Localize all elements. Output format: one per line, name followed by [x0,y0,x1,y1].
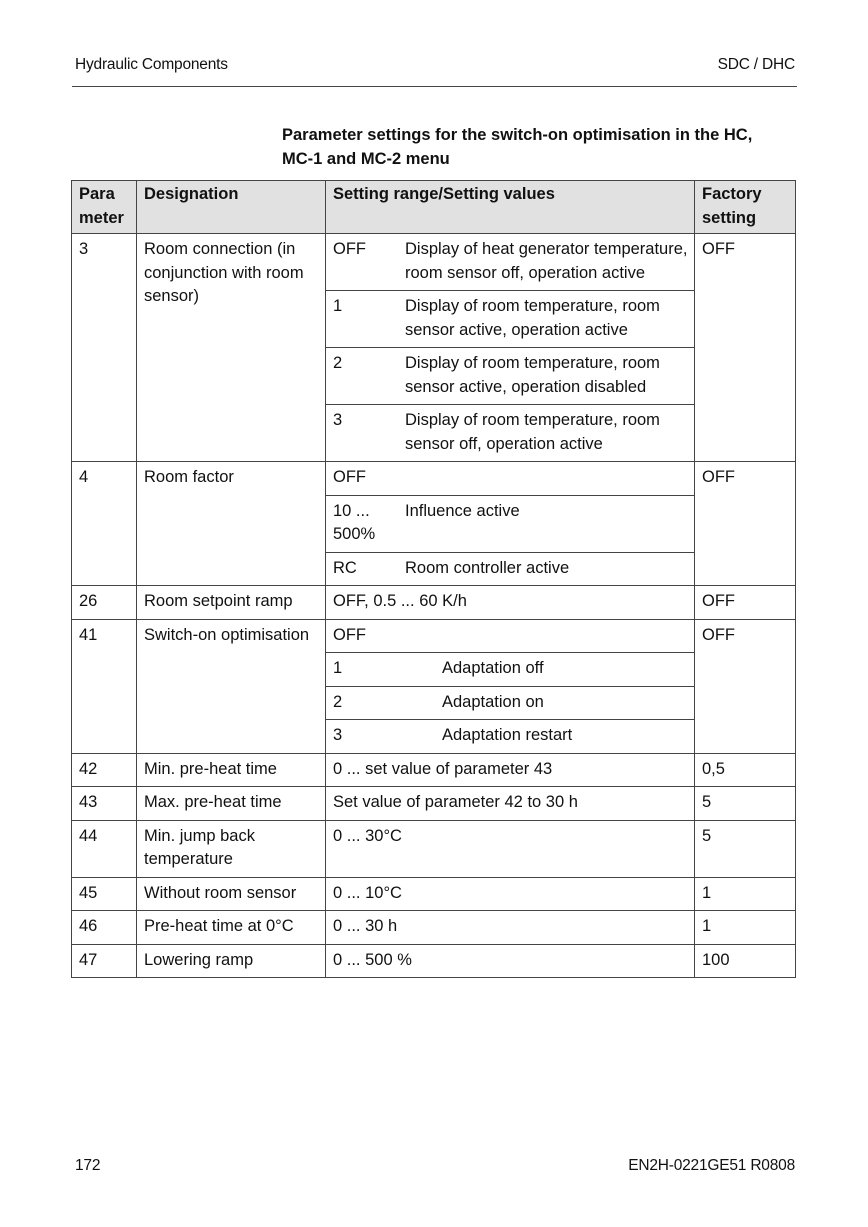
setting-range-cell [326,653,695,687]
table-row [72,877,796,911]
factory-setting: 0,5 [695,753,796,787]
parameter-number: 42 [72,753,137,787]
factory-setting: OFF [695,619,796,753]
setting-code: OFF [333,240,366,258]
factory-setting: 1 [695,877,796,911]
setting-range-cell: 0 ... 30 h [326,911,695,945]
parameter-designation: Room setpoint ramp [137,586,326,620]
parameter-number: 43 [72,787,137,821]
setting-range-cell [326,495,695,552]
setting-code: 1 [333,297,343,315]
parameter-designation: Pre-heat time at 0°C [137,911,326,945]
parameter-number: 44 [72,820,137,877]
factory-setting: OFF [695,462,796,586]
parameter-table [71,180,796,978]
table-row [72,462,796,496]
parameter-designation: Lowering ramp [137,944,326,978]
setting-range-cell [326,291,695,348]
table-row [72,619,796,653]
table-row [72,586,796,620]
parameter-number: 47 [72,944,137,978]
factory-setting: 100 [695,944,796,978]
parameter-number: 3 [72,234,137,462]
column-header-factory-setting: Factory setting [695,181,796,234]
parameter-designation: Without room sensor [137,877,326,911]
setting-description: Display of room temperature, room sensor active, operation disabled [405,354,660,396]
column-header-designation: Designation [137,181,326,234]
setting-range-cell [326,686,695,720]
setting-code: 3 [333,411,343,429]
setting-description: Adaptation off [442,659,544,677]
setting-description [405,466,688,490]
parameter-number: 4 [72,462,137,586]
table-caption-line-2: MC-1 and MC-2 menu [282,150,450,168]
parameter-number: 41 [72,619,137,753]
table-caption [282,123,802,171]
factory-setting: 1 [695,911,796,945]
parameter-number: 26 [72,586,137,620]
running-header-left: Hydraulic Components [75,56,228,73]
factory-setting: 5 [695,787,796,821]
table-row [72,787,796,821]
header-divider [72,86,797,87]
parameter-designation: Max. pre-heat time [137,787,326,821]
setting-code: 2 [333,692,343,711]
parameter-number: 46 [72,911,137,945]
setting-range-cell: OFF, 0.5 ... 60 K/h [326,586,695,620]
parameter-designation: Room factor [137,462,326,586]
setting-range-cell: 0 ... 10°C [326,877,695,911]
setting-range-cell [326,720,695,754]
setting-range-cell: Set value of parameter 42 to 30 h [326,787,695,821]
setting-code: 2 [333,354,343,372]
setting-range-cell: 0 ... 30°C [326,820,695,877]
setting-code: 3 [333,726,343,744]
table-header-row [72,181,796,234]
setting-range-cell [326,462,695,496]
setting-code: OFF [333,468,366,486]
setting-description [442,624,688,648]
setting-description: Display of room temperature, room sensor off, operation active [405,411,660,453]
parameter-designation: Min. jump back temperature [137,820,326,877]
setting-description: Display of room temperature, room sensor active, operation active [405,297,660,339]
setting-range-cell: 0 ... set value of parameter 43 [326,753,695,787]
table-caption-line-1: Parameter settings for the switch-on optimisation in the HC, [282,126,753,144]
setting-code: RC [333,558,357,577]
column-header-setting-range: Setting range/Setting values [326,181,695,234]
table-row [72,820,796,877]
factory-setting: OFF [695,586,796,620]
table-row [72,944,796,978]
page-number: 172 [75,1157,101,1174]
setting-code: 1 [333,659,343,677]
column-header-parameter: Para meter [72,181,137,234]
setting-range-cell [326,348,695,405]
parameter-designation: Room connection (in conjunction with room sensor) [137,234,326,462]
setting-range-cell [326,405,695,462]
table-row [72,911,796,945]
running-header-right: SDC / DHC [717,56,795,73]
setting-range-cell [326,619,695,653]
parameter-designation: Switch-on optimisation [137,619,326,753]
parameter-designation: Min. pre-heat time [137,753,326,787]
setting-range-cell [326,552,695,586]
parameter-number: 45 [72,877,137,911]
setting-range-cell [326,234,695,291]
factory-setting: OFF [695,234,796,462]
table-row [72,753,796,787]
factory-setting: 5 [695,820,796,877]
setting-description: Adaptation on [442,692,544,711]
setting-description: Room controller active [405,558,570,577]
setting-description: Display of heat generator temperature, room sensor off, operation active [405,240,688,282]
setting-description: Adaptation restart [442,726,573,744]
setting-description: Influence active [405,501,520,520]
setting-range-cell: 0 ... 500 % [326,944,695,978]
setting-code: 10 ... 500% [333,501,376,543]
setting-code: OFF [333,625,366,644]
document-code: EN2H-0221GE51 R0808 [628,1157,795,1174]
table-row [72,234,796,291]
